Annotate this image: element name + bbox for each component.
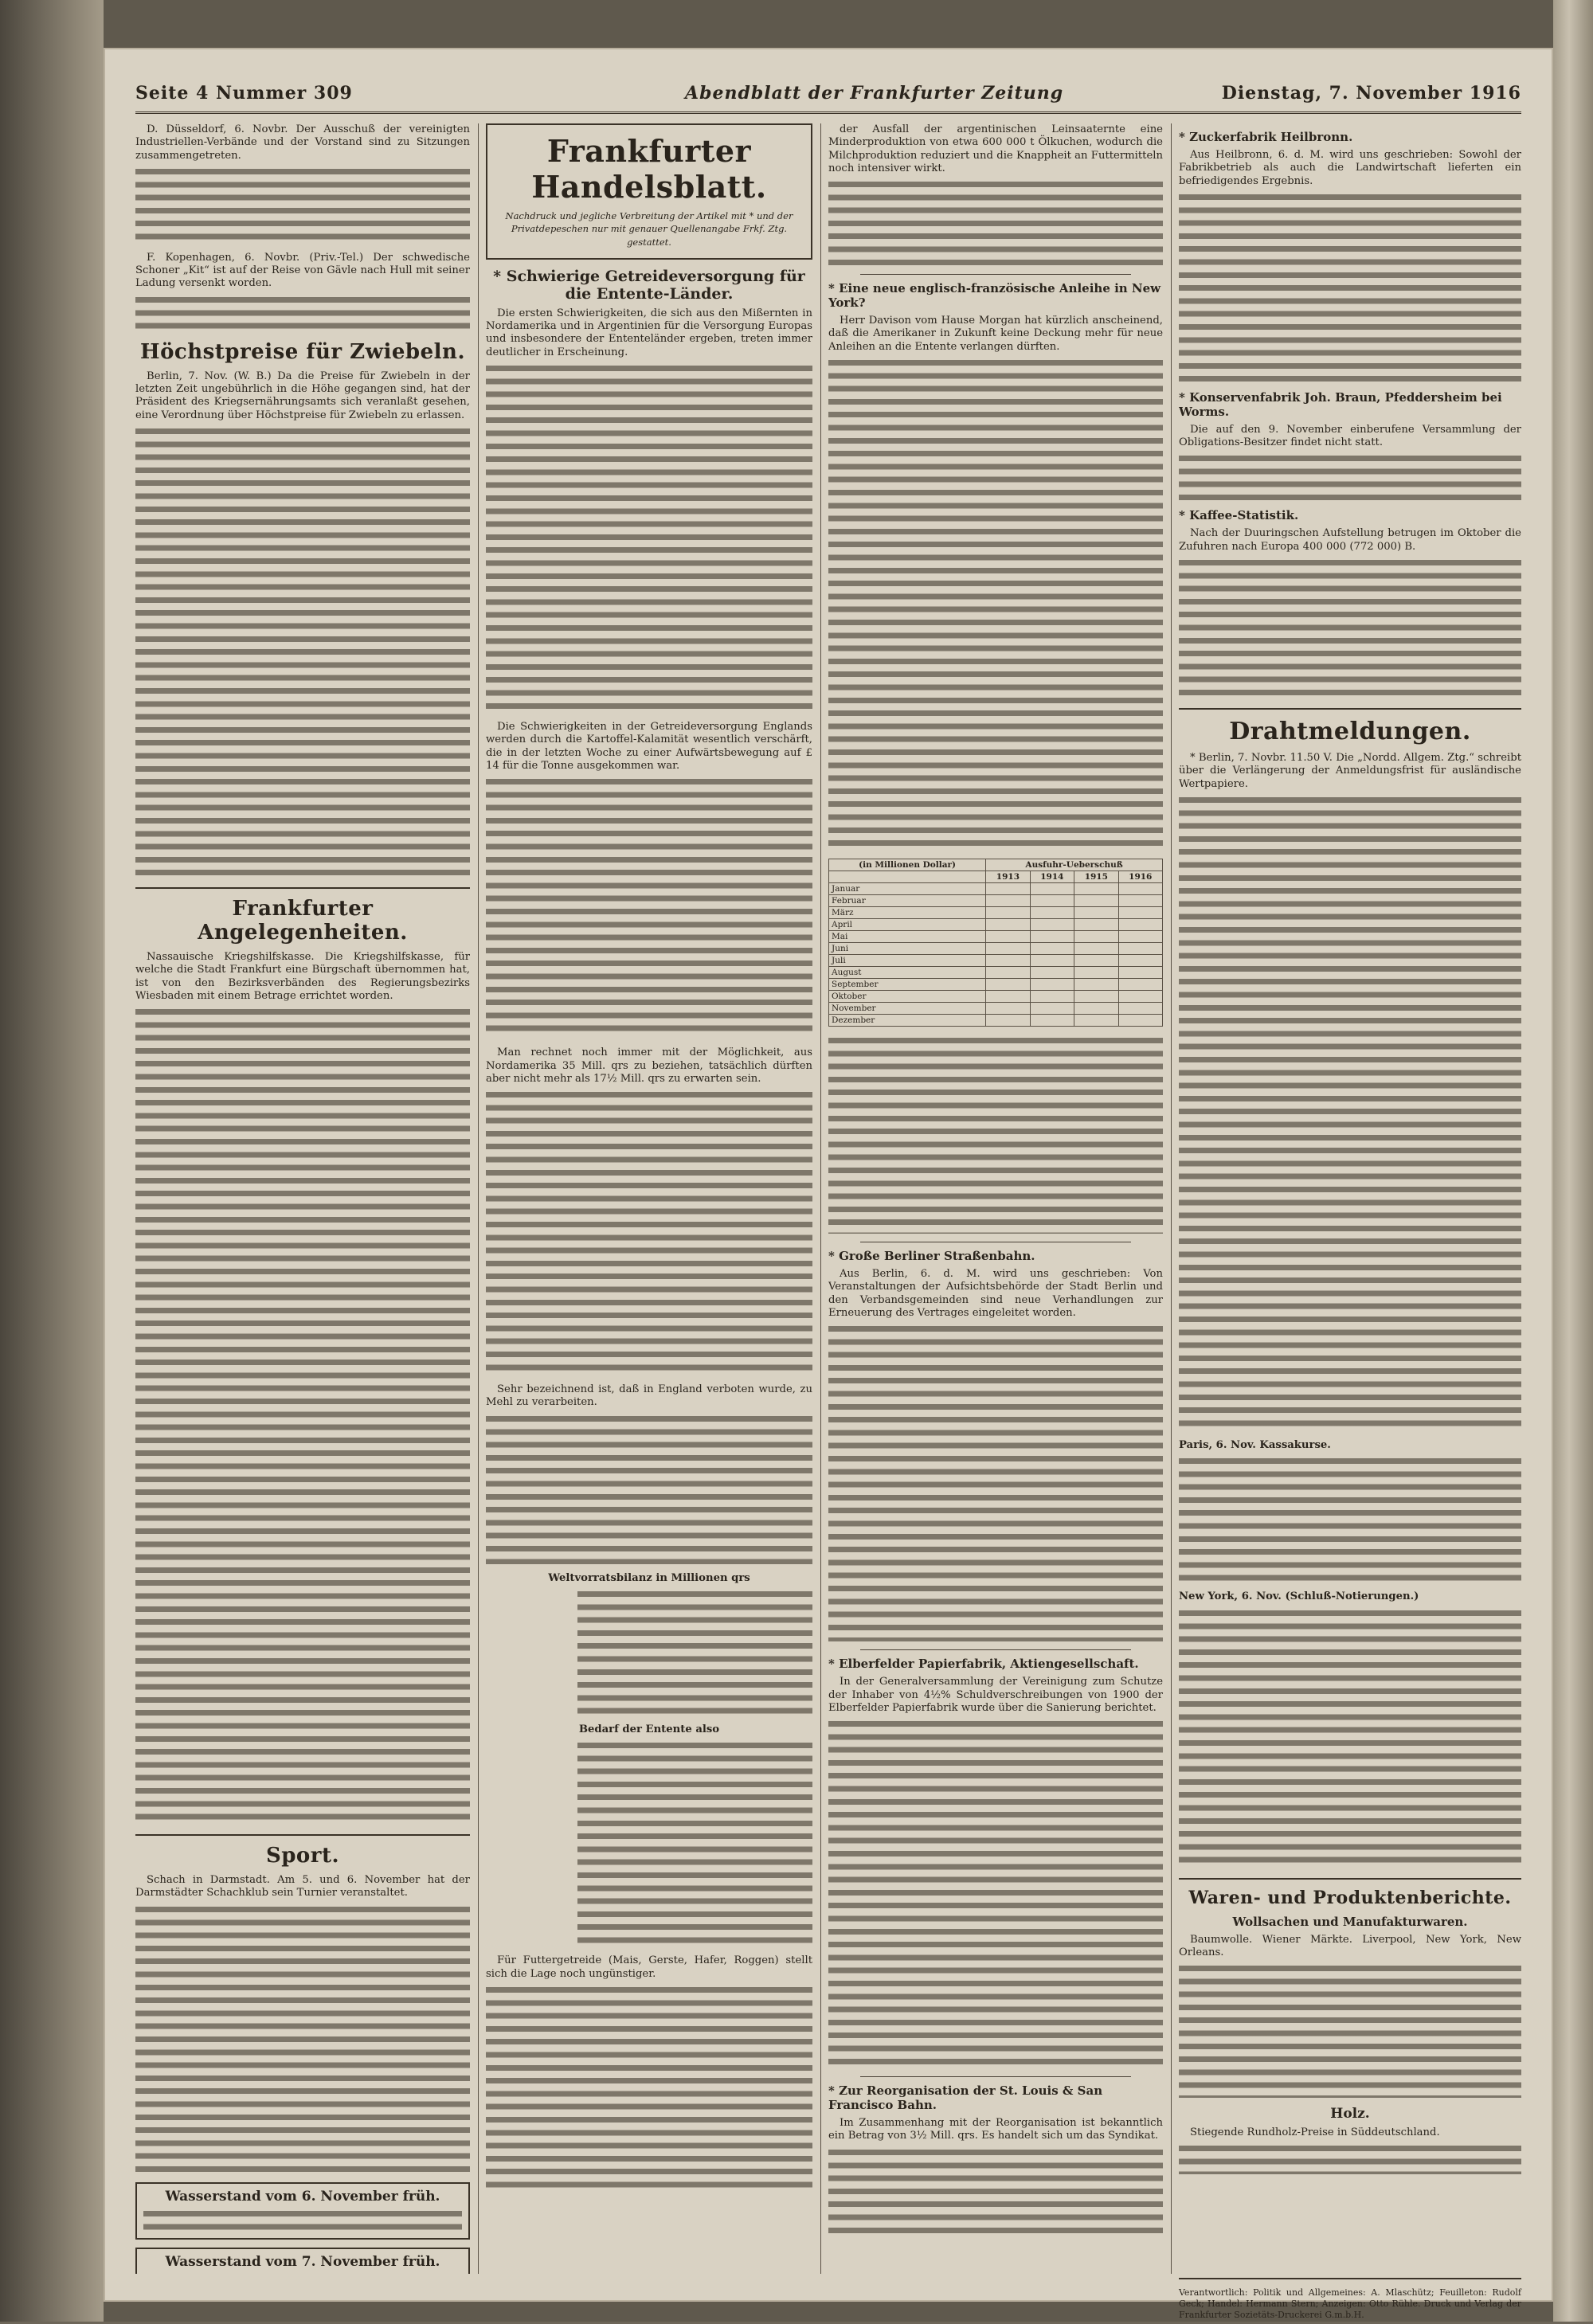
article-paragraph: Berlin, 7. Nov. (W. B.) Da die Preise für Zwiebeln in der letzten Zeit ungebührlich in die Höhe gegangen sind, hat der Präsident des Kriegsernährungsamts sich veranlaßt gesehen, eine Verordnung über Höchstpreise für Zwiebeln zu erlassen. xyxy=(135,370,470,421)
subsection-heading: Wollsachen und Manufakturwaren. xyxy=(1232,1914,1468,1929)
article-headline: * Zur Reorganisation der St. Louis & San Francisco Bahn. xyxy=(828,2083,1103,2113)
table-caption: Bedarf der Entente also xyxy=(578,1723,720,1736)
table-cell xyxy=(1074,895,1118,907)
table-row xyxy=(829,895,1163,907)
article-paragraph: Schach in Darmstadt. Am 5. und 6. November hat der Darmstädter Schachklub sein Turnier veranstaltet. xyxy=(135,1874,470,1899)
table-cell xyxy=(986,1003,1030,1015)
text-block xyxy=(1179,452,1521,500)
text-block xyxy=(486,1984,812,2191)
table-cell xyxy=(1118,943,1162,955)
quote-table xyxy=(1179,1607,1521,1870)
text-block xyxy=(1179,794,1521,1431)
table-title: Ausfuhr-Ueberschuß xyxy=(986,859,1163,871)
table-cell xyxy=(1030,907,1074,919)
table-cell xyxy=(1030,979,1074,991)
article-paragraph: Man rechnet noch immer mit der Möglichkeit, aus Nordamerika 35 Mill. qrs zu beziehen, tatsächlich dürften aber nicht mehr als 17½ Mill. qrs zu erwarten sein. xyxy=(486,1047,812,1085)
article-paragraph: Nach der Duuringschen Aufstellung betrugen im Oktober die Zufuhren nach Europa 400 000 (772 000) B. xyxy=(1179,527,1521,553)
table-cell xyxy=(1118,979,1162,991)
table-cell xyxy=(1118,907,1162,919)
month-label: Oktober xyxy=(829,991,986,1003)
table-cell xyxy=(1030,919,1074,931)
table-cell xyxy=(1118,967,1162,979)
table-cell xyxy=(1118,919,1162,931)
article-paragraph: Sehr bezeichnend ist, daß in England verboten wurde, zu Mehl zu verarbeiten. xyxy=(486,1383,812,1409)
table-row xyxy=(829,979,1163,991)
column-rule xyxy=(478,123,479,2274)
table-cell xyxy=(1030,943,1074,955)
text-block xyxy=(135,1903,470,2174)
month-label: August xyxy=(829,967,986,979)
table-cell xyxy=(1030,931,1074,943)
article-paragraph: Aus Heilbronn, 6. d. M. wird uns geschrieben: Sowohl der Fabrikbetrieb als auch die Landwirtschaft lieferten ein befriedigendes Ergebnis. xyxy=(1179,149,1521,187)
handelsblatt-masthead xyxy=(486,123,812,260)
table-cell xyxy=(1030,883,1074,895)
book-binding-left xyxy=(0,0,104,2322)
text-block xyxy=(828,1718,1163,2068)
table-caption: Weltvorratsbilanz in Millionen qrs xyxy=(548,1571,750,1584)
table-cell xyxy=(1074,979,1118,991)
text-block xyxy=(486,776,812,1039)
table-cell xyxy=(1030,955,1074,967)
month-label: März xyxy=(829,907,986,919)
column-rule xyxy=(1171,123,1172,2274)
section-heading: Höchstpreise für Zwiebeln. xyxy=(140,339,465,364)
water-level-box xyxy=(135,2248,470,2274)
article-paragraph: F. Kopenhagen, 6. Novbr. (Priv.-Tel.) Der schwedische Schoner „Kit“ ist auf der Reise von Gävle nach Hull mit seiner Ladung versenkt worden. xyxy=(135,251,470,290)
column-rule xyxy=(820,123,821,2274)
table-cell xyxy=(1118,1015,1162,1027)
table-row xyxy=(829,991,1163,1003)
section-heading: Frankfurter Angelegenheiten. xyxy=(198,896,408,945)
table-row xyxy=(829,883,1163,895)
table-cell xyxy=(986,955,1030,967)
table-cell xyxy=(986,895,1030,907)
quote-table xyxy=(1179,1455,1521,1583)
table-cell xyxy=(1074,943,1118,955)
section-title: Frankfurter Handelsblatt. xyxy=(531,133,767,205)
article-paragraph: der Ausfall der argentinischen Leinsaaternte eine Minderproduktion von etwa 600 000 t Ölkuchen, wodurch die Milchproduktion reduziert und die Knappheit an Futtermitteln noch intensiver wirkt. xyxy=(828,123,1163,174)
quote-table-title: New York, 6. Nov. (Schluß-Notierungen.) xyxy=(1179,1590,1419,1603)
quote-table-title: Paris, 6. Nov. Kassakurse. xyxy=(1179,1438,1331,1451)
masthead: Abendblatt der Frankfurter Zeitung xyxy=(685,83,1064,104)
subsection-heading: Holz. xyxy=(1330,2106,1370,2123)
table-row xyxy=(829,955,1163,967)
text-block xyxy=(1179,1962,1521,2098)
table-cell xyxy=(1074,991,1118,1003)
table-cell xyxy=(1074,907,1118,919)
column-2 xyxy=(486,123,812,2274)
column-3 xyxy=(828,123,1163,2274)
text-block xyxy=(828,1035,1163,1234)
column-1 xyxy=(135,123,470,2274)
text-block xyxy=(828,2146,1163,2234)
text-block xyxy=(828,1323,1163,1641)
table-cell xyxy=(986,991,1030,1003)
statistics-block xyxy=(577,1588,812,1716)
text-block xyxy=(486,362,812,713)
table-cell xyxy=(986,967,1030,979)
article-headline: * Eine neue englisch-französische Anleihe in New York? xyxy=(828,281,1161,311)
article-paragraph: Die auf den 9. November einberufene Versammlung der Obligations-Besitzer findet nicht statt. xyxy=(1179,423,1521,449)
box-title: Wasserstand vom 6. November früh. xyxy=(165,2188,440,2205)
issue-date: Dienstag, 7. November 1916 xyxy=(1221,83,1521,104)
table-cell xyxy=(986,919,1030,931)
month-label: September xyxy=(829,979,986,991)
table-cell xyxy=(1030,967,1074,979)
text-block xyxy=(135,425,470,879)
article-headline: * Konservenfabrik Joh. Braun, Pfeddersheim bei Worms. xyxy=(1179,389,1502,419)
article-paragraph: Herr Davison vom Hause Morgan hat kürzlich anscheinend, daß die Amerikaner in Zukunft keine Deckung mehr für neue Anleihen an die Entente verlangen dürften. xyxy=(828,315,1163,353)
scan-border-top xyxy=(104,0,1553,48)
text-block xyxy=(828,178,1163,266)
article-paragraph: Die ersten Schwierigkeiten, die sich aus den Mißernten in Nordamerika und in Argentinien für die Versorgung Europas und insbesondere der Ententeländer ergeben, treten immer deutlicher in Erscheinung. xyxy=(486,307,812,358)
table-cell xyxy=(1118,931,1162,943)
article-paragraph: In der Generalversammlung der Vereinigung zum Schutze der Inhaber von 4½% Schuldverschreibungen von 1900 der Elberfelder Papierfabrik wurde über die Sanierung berichtet. xyxy=(828,1676,1163,1714)
table-unit: (in Millionen Dollar) xyxy=(829,859,986,871)
text-block xyxy=(828,357,1163,851)
page-number: Seite 4 Nummer 309 xyxy=(135,83,353,104)
article-headline: * Schwierige Getreideversorgung für die Entente-Länder. xyxy=(493,267,805,303)
month-label: Mai xyxy=(829,931,986,943)
table-cell xyxy=(1074,967,1118,979)
table-year-header: 1916 xyxy=(1118,871,1162,883)
text-block xyxy=(135,166,470,244)
page-header xyxy=(135,80,1521,114)
article-paragraph: Im Zusammenhang mit der Reorganisation ist bekanntlich ein Betrag von 3½ Mill. qrs. Es handelt sich um das Syndikat. xyxy=(828,2117,1163,2142)
table-row xyxy=(829,919,1163,931)
table-cell xyxy=(1118,1003,1162,1015)
month-label: Juli xyxy=(829,955,986,967)
table-cell xyxy=(986,907,1030,919)
table-cell xyxy=(1118,955,1162,967)
article-headline: * Zuckerfabrik Heilbronn. xyxy=(1179,130,1353,144)
text-block xyxy=(135,1006,470,1826)
table-cell xyxy=(1074,1015,1118,1027)
article-paragraph: Nassauische Kriegshilfskasse. Die Kriegshilfskasse, für welche die Stadt Frankfurt eine Bürgschaft übernommen hat, ist von den Bezirksverbänden des Regierungsbezirks Wiesbaden mit einem Betrage errichtet worden. xyxy=(135,950,470,1002)
table-cell xyxy=(1074,955,1118,967)
table-cell xyxy=(1074,1003,1118,1015)
table-row xyxy=(829,931,1163,943)
table-cell xyxy=(1074,919,1118,931)
column-4 xyxy=(1179,123,1521,2274)
table-cell xyxy=(1118,883,1162,895)
water-level-box xyxy=(135,2182,470,2240)
article-headline: * Große Berliner Straßenbahn. xyxy=(828,1249,1035,1264)
export-surplus-table xyxy=(828,859,1163,1027)
article-paragraph: Für Futtergetreide (Mais, Gerste, Hafer, Roggen) stellt sich die Lage noch ungünstiger. xyxy=(486,1954,812,1980)
month-label: Januar xyxy=(829,883,986,895)
article-headline: * Elberfelder Papierfabrik, Aktiengesellschaft. xyxy=(828,1657,1139,1672)
table-cell xyxy=(1118,991,1162,1003)
text-block xyxy=(1179,2142,1521,2174)
text-block xyxy=(135,294,470,332)
newspaper-page xyxy=(104,48,1553,2320)
table-cell xyxy=(986,883,1030,895)
table-year-header: 1913 xyxy=(986,871,1030,883)
table-cell xyxy=(986,979,1030,991)
table-cell xyxy=(1030,991,1074,1003)
table-row xyxy=(829,943,1163,955)
article-paragraph: Baumwolle. Wiener Märkte. Liverpool, New York, New Orleans. xyxy=(1179,1933,1521,1958)
article-paragraph: * Berlin, 7. Novbr. 11.50 V. Die „Nordd. Allgem. Ztg.“ schreibt über die Verlängerung der Anmeldungsfrist für ausländische Wertpapiere. xyxy=(1179,752,1521,790)
text-block xyxy=(486,1413,812,1564)
table-row xyxy=(829,1015,1163,1027)
table-row xyxy=(829,907,1163,919)
table-cell xyxy=(1030,1015,1074,1027)
statistics-block xyxy=(577,1739,812,1946)
article-paragraph: Stiegende Rundholz-Preise in Süddeutschland. xyxy=(1190,2126,1440,2139)
imprint-text: Verantwortlich: Politik und Allgemeines: A. Mlaschütz; Feuilleton: Rudolf Geck; Handel: Hermann Stern; Anzeigen: Otto Rühle. Druck und Verlag der Frankfurter Sozietäts-Druckerei G.m.b.H. xyxy=(1179,2287,1521,2320)
month-label: April xyxy=(829,919,986,931)
section-heading: Waren- und Produktenberichte. xyxy=(1188,1887,1512,1908)
month-label: Juni xyxy=(829,943,986,955)
text-block xyxy=(1179,557,1521,700)
table-row xyxy=(829,967,1163,979)
month-label: Februar xyxy=(829,895,986,907)
table-cell xyxy=(986,1015,1030,1027)
table-year-header: 1914 xyxy=(1030,871,1074,883)
table-cell xyxy=(1074,931,1118,943)
article-paragraph: Die Schwierigkeiten in der Getreideversorgung Englands werden durch die Kartoffel-Kalamität wesentlich verschärft, die in der letzten Woche zu einer Aufwärtsbewegung auf £ 14 für die Tonne ausgekommen war. xyxy=(486,721,812,772)
table-row xyxy=(829,1003,1163,1015)
table-cell xyxy=(1030,895,1074,907)
text-block xyxy=(1179,191,1521,382)
section-heading: Sport. xyxy=(265,1844,340,1868)
table-year-header: 1915 xyxy=(1074,871,1118,883)
table-cell xyxy=(1118,895,1162,907)
text-block xyxy=(143,2273,462,2274)
text-block xyxy=(486,1089,812,1375)
page-stack-right xyxy=(1553,0,1593,2322)
table-cell xyxy=(1030,1003,1074,1015)
text-block xyxy=(143,2208,462,2233)
month-label: Dezember xyxy=(829,1015,986,1027)
article-headline: * Kaffee-Statistik. xyxy=(1179,508,1299,523)
article-paragraph: D. Düsseldorf, 6. Novbr. Der Ausschuß der vereinigten Industriellen-Verbände und der Vorstand sind zu Sitzungen zusammengetreten. xyxy=(135,123,470,162)
box-title: Wasserstand vom 7. November früh. xyxy=(165,2253,440,2270)
table-cell xyxy=(986,943,1030,955)
section-heading: Drahtmeldungen. xyxy=(1229,718,1471,746)
month-label: November xyxy=(829,1003,986,1015)
table-cell xyxy=(1074,883,1118,895)
table-cell xyxy=(986,931,1030,943)
reprint-note: Nachdruck und jegliche Verbreitung der Artikel mit * und der Privatdepeschen nur mit genauer Quellenangabe Frkf. Ztg. gestattet. xyxy=(505,210,793,248)
article-paragraph: Aus Berlin, 6. d. M. wird uns geschrieben: Von Veranstaltungen der Aufsichtsbehörde der Stadt Berlin und den Verbandsgemeinden sind neue Verhandlungen zur Erneuerung des Vertrages eingeleitet worden. xyxy=(828,1268,1163,1319)
imprint xyxy=(1179,2270,1521,2324)
table-header-blank xyxy=(829,871,986,883)
